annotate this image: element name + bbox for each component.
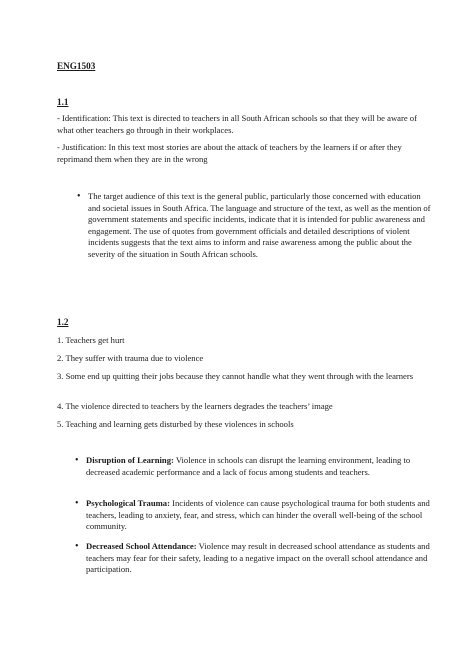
list-item: 5. Teaching and learning gets disturbed by these violences in schools xyxy=(57,419,294,429)
justification-paragraph: - Justification: In this text most stories are about the attack of teachers by the learners if or after they reprimand them when they are in the wrong xyxy=(57,142,402,164)
list-item: 3. Some end up quitting their jobs because they cannot handle what they went through with the learners xyxy=(57,371,414,381)
list-item: 4. The violence directed to teachers by the learners degrades the teachers’ image xyxy=(57,401,333,411)
effect-bullet-trauma xyxy=(75,498,433,533)
effects-bullet-list xyxy=(75,455,433,478)
bullet-title: Disruption of Learning: xyxy=(86,455,174,465)
course-code-heading: ENG1503 xyxy=(57,61,96,71)
section-1-2-heading: 1.2 xyxy=(57,317,69,327)
list-item: 2. They suffer with trauma due to violence xyxy=(57,353,204,363)
target-audience-bullet-list xyxy=(77,191,435,261)
effects-bullet-list-2 xyxy=(75,498,433,533)
bullet-text: Violence in schools can disrupt the learning environment, leading to decreased academic performance and a lack of focus among students and teachers. xyxy=(86,455,411,477)
bullet-text: Incidents of violence can cause psychological trauma for both students and teachers, leading to anxiety, fear, and stress, which can hinder the overall well-being of the school community. xyxy=(86,498,430,532)
effects-bullet-list-3 xyxy=(75,541,433,576)
target-audience-bullet: • The target audience of this text is the general public, particularly those concerned with education and societal issues in South Africa. The language and structure of the text, as well as the mention of government statements and specific incidents, indicate that it is intended for public awareness and engagement. The use of quotes from government officials and detailed descriptions of violent incidents suggests that the text aims to inform and raise awareness among the public about the severity of the situation in South African schools. xyxy=(77,191,435,261)
effect-bullet-attendance xyxy=(75,541,433,576)
bullet-title: Psychological Trauma: xyxy=(86,498,170,508)
effect-bullet-disruption xyxy=(75,455,433,478)
identification-paragraph: - Identification: This text is directed to teachers in all South African schools so that they will be aware of what other teachers go through in their workplaces. xyxy=(57,113,417,135)
section-1-1-heading: 1.1 xyxy=(57,97,69,107)
list-item: 1. Teachers get hurt xyxy=(57,335,125,345)
bullet-text: Violence may result in decreased school attendance as students and teachers may fear for their safety, leading to a negative impact on the overall school attendance and participation. xyxy=(86,541,430,575)
bullet-title: Decreased School Attendance: xyxy=(86,541,197,551)
